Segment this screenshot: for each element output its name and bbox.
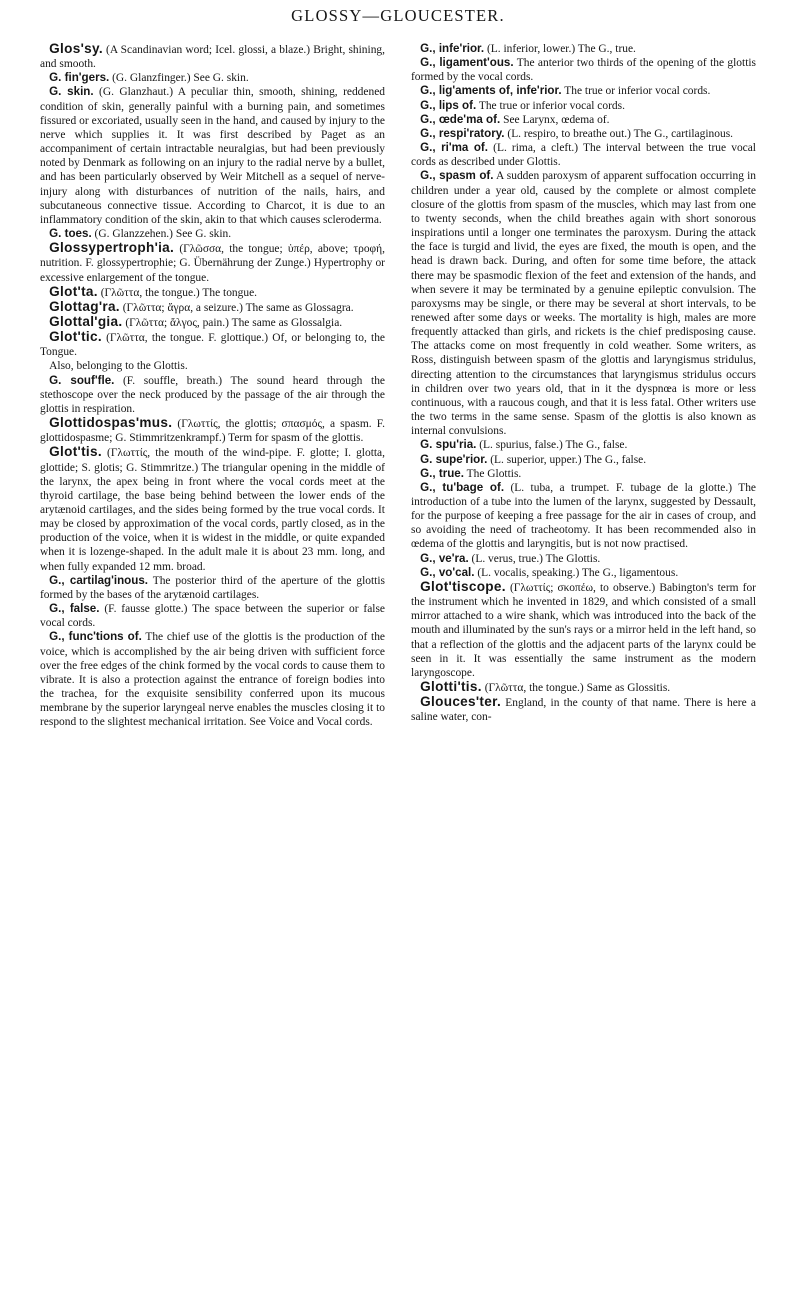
dictionary-entry (411, 141, 756, 169)
entry-headword: Glossypertroph'ia. (49, 240, 175, 256)
entry-headword: G., vo'cal. (420, 565, 475, 579)
dictionary-entry (40, 71, 385, 85)
dictionary-entry (411, 453, 756, 467)
dictionary-entry (411, 99, 756, 113)
entry-headword: G., infe'rior. (420, 42, 485, 55)
entry-headword: G., tu'bage of. (420, 480, 505, 494)
dictionary-entry (40, 359, 385, 373)
entry-text: (L. superior, upper.) The G., false. (487, 453, 647, 466)
dictionary-entry (40, 285, 385, 300)
entry-text: The true or inferior vocal cords. (561, 85, 711, 98)
entry-headword: Glot'tiscope. (420, 578, 506, 594)
dictionary-entry (40, 630, 385, 729)
entry-text: (G. Glanzhaut.) A peculiar thin, smooth, shining, reddened condition of skin, generally painful with a burning pain, and sometimes fissured or excoriated, usually seen in the hand, and caused by injury to the nerve which supplies it. It was first described by Paget as an accompaniment of certain intractable neuralgias, but had been previously noted by Denmark as following on an injury to the radial nerve by a bullet, and has been particularly observed by Weir Mitchell as a sequel of nerve-injury along with disturbances of nutrition of the nails, hairs, and subcutaneous connective tissue. According to Charcot, it is due to an inflammatory condition of the skin, akin to that which causes scleroderma. (40, 86, 385, 226)
entry-headword: G., œde'ma of. (420, 112, 501, 126)
dictionary-entry (40, 374, 385, 416)
entry-headword: G., true. (420, 466, 464, 480)
entry-text: (Γλῶσσα, the tongue; ὑπέρ, above; τροφή, nutrition. F. glossypertrophie; G. Übernährung der Zunge.) Hypertrophy or excessive enlargement of the tongue. (40, 243, 385, 284)
entry-text: (Γλῶττα; ἄγρα, a seizure.) The same as Glossagra. (119, 301, 354, 314)
entry-headword: Glottidospas'mus. (49, 415, 173, 431)
running-head: GLOSSY—GLOUCESTER. (291, 6, 505, 25)
entry-text: (Γλῶττα; ἄλγος, pain.) The same as Glossalgia. (122, 316, 343, 329)
entry-headword: G. souf'fle. (49, 373, 115, 387)
dictionary-entry (40, 300, 385, 315)
entry-text: Also, belonging to the Glottis. (49, 360, 188, 373)
entry-text: (F. fausse glotte.) The space between the superior or false vocal cords. (40, 603, 386, 630)
dictionary-entry (411, 127, 756, 141)
columns (40, 42, 756, 730)
entry-text: (L. inferior, lower.) The G., true. (484, 43, 636, 55)
entry-text: (L. vocalis, speaking.) The G., ligamentous. (474, 566, 679, 579)
dictionary-entry (411, 481, 756, 552)
left-column (40, 42, 385, 730)
entry-text: (A Scandinavian word; Icel. glossi, a blaze.) Bright, shining, and smooth. (40, 44, 385, 71)
entry-text: See Larynx, œdema of. (500, 113, 610, 126)
dictionary-entry (40, 416, 385, 445)
entry-headword: G., func'tions of. (49, 630, 142, 644)
entry-headword: G., ri'ma of. (420, 141, 489, 155)
entry-text: (L. rima, a cleft.) The interval between the true vocal cords as described under Glottis. (411, 142, 756, 169)
entry-text: (G. Glanzzehen.) See G. skin. (91, 228, 232, 241)
entry-headword: G. spu'ria. (420, 438, 477, 452)
entry-text: (L. respiro, to breathe out.) The G., cartilaginous. (504, 127, 734, 140)
entry-headword: Glottag'ra. (49, 298, 120, 314)
dictionary-entry (40, 330, 385, 359)
entry-text: (L. verus, true.) The Glottis. (468, 552, 601, 565)
entry-headword: G., lig'aments of, infe'rior. (420, 84, 562, 98)
entry-headword: G. toes. (49, 227, 92, 241)
entry-text: The anterior two thirds of the opening of the glottis formed by the vocal cords. (411, 57, 756, 84)
entry-text: (Γλωττίς; σκοπέω, to observe.) Babington's term for the instrument which he invented in 1829, and which consisted of a small mirror attached to a wire shank, which was introduced into the back of the mouth and illuminated by the sun's rays or a mirror held in the left hand, so that a reflection of the glottis and the adjacent parts of the larynx could be seen in it. It was essentially the same instrument as the modern laryngoscope. (411, 581, 756, 679)
dictionary-entry (40, 315, 385, 330)
entry-headword: Glot'tic. (49, 329, 102, 345)
dictionary-entry (411, 695, 756, 724)
entry-headword: Glot'tis. (49, 444, 102, 460)
dictionary-entry (411, 169, 756, 438)
dictionary-entry (40, 227, 385, 241)
entry-text: (Γλῶττα, the tongue.) The tongue. (97, 286, 258, 299)
entry-text: (Γλῶττα, the tongue. F. glottique.) Of, or belonging to, the Tongue. (40, 332, 385, 359)
dictionary-entry (411, 84, 756, 98)
right-column (411, 42, 756, 730)
dictionary-entry (411, 113, 756, 127)
entry-text: (Γλῶττα, the tongue.) Same as Glossitis. (481, 682, 671, 695)
entry-headword: Glos'sy. (49, 41, 103, 56)
entry-text: (G. Glanzfinger.) See G. skin. (109, 72, 249, 85)
dictionary-entry (411, 467, 756, 481)
dictionary-entry (40, 445, 385, 573)
dictionary-entry (411, 552, 756, 566)
dictionary-entry (411, 580, 756, 680)
dictionary-entry (40, 241, 385, 284)
entry-text: (L. spurius, false.) The G., false. (476, 439, 628, 452)
dictionary-entry (411, 566, 756, 580)
entry-headword: Glouces'ter. (420, 694, 502, 710)
entry-headword: G., ve'ra. (420, 551, 469, 565)
entry-text: The Glottis. (463, 467, 522, 480)
entry-text: England, in the county of that name. There is here a saline water, con- (411, 697, 756, 724)
entry-headword: Glot'ta. (49, 283, 98, 299)
entry-headword: G. skin. (49, 85, 94, 99)
entry-headword: G. fin'gers. (49, 71, 110, 85)
entry-text: The true or inferior vocal cords. (476, 99, 625, 112)
entry-text: The posterior third of the aperture of the glottis formed by the bases of the arytænoid cartilages. (40, 574, 385, 601)
dictionary-entry (411, 680, 756, 695)
entry-text: (Γλωττίς, the mouth of the wind-pipe. F. glotte; I. glotta, glottide; S. glotis; G. Stimmritze.) The triangular opening in the middle of the larynx, the apex being in front where the vocal cords meet at the thyroid cartilage, the base being behind between the lower ends of the arytænoid cartilages, and the sides being formed by the true vocal cords. It may be closed by approximation of the vocal cords, partly closed, as in the production of the voice, when it is widest in the middle, or quite expanded when it is lozenge-shaped. In the adult male it is about 23 mm. long, and when fully expanded 12 mm. broad. (40, 447, 385, 573)
entry-headword: G., respi'ratory. (420, 126, 505, 140)
dictionary-entry (40, 85, 385, 227)
entry-text: The chief use of the glottis is the production of the voice, which is accomplished by the air being driven with sufficient force over the free edges of the chink formed by the vocal cords to cause them to vibrate. It is also a protection against the entrance of foreign bodies into the trachea, for the exquisite sensibility conferred upon its mucous membrane by the superior laryngeal nerve enables the muscles closing it to respond to the slightest mechanical irritation. See Voice and Vocal cords. (40, 631, 385, 729)
entry-headword: Glottal'gia. (49, 313, 123, 329)
dictionary-entry (40, 602, 385, 630)
entry-text: (Γλωττίς, the glottis; σπασμός, a spasm. F. glottidospasme; G. Stimmritzenkrampf.) Term for spasm of the glottis. (40, 418, 385, 445)
dictionary-entry (411, 438, 756, 452)
entry-headword: Glotti'tis. (420, 679, 482, 695)
entry-headword: G., spasm of. (420, 169, 494, 183)
dictionary-entry (40, 42, 385, 71)
entry-headword: G. supe'rior. (420, 452, 488, 466)
entry-headword: G., ligament'ous. (420, 56, 514, 70)
entry-headword: G., false. (49, 602, 100, 616)
entry-text: (F. souffle, breath.) The sound heard through the stethoscope over the neck produced by the passage of the air through the glottis in respiration. (40, 374, 385, 415)
entry-text: (L. tuba, a trumpet. F. tubage de la glotte.) The introduction of a tube into the lumen of the larynx, suggested by Dessault, for the purpose of keeping a free passage for the air in cases of croup, and so avoiding the need of tracheotomy. It has been recommended also in œdema of the glottis and laryngitis, but is not now practised. (411, 481, 756, 551)
dictionary-entry (411, 42, 756, 56)
entry-headword: G., lips of. (420, 98, 477, 112)
entry-text: A sudden paroxysm of apparent suffocation occurring in children under a year old, caused by the complete or almost complete closure of the glottis from spasm of the muscles, which may last from one to twenty seconds, when the child breathes again with short sonorous inspirations until a longer one terminates the paroxysm. During the attack the face is turgid and livid, the eyes are fixed, the mouth is open, and the head is drawn back. During, and often for some time before, the attack there may be spasmodic flexion of the feet and extension of the hands, and when severe it may be terminated by a genuine epileptic convulsion. The paroxysms may be single, or there may be several at short intervals, to be renewed after some days or weeks. The mortality is high, males are more frequently attacked than girls, and rickets is the chief predisposing cause. The attacks come on most frequently in cold weather. Some writers, as Ross, distinguish between spasm of the glottis and laryngismus stridulus, directing attention to the circumstances that laryngismus stridulus occurs in children over two years old, that in it the dyspnœa is more or less continuous, with a raucous cough, and that it is less fatal. Other writers use the two terms in the same sense. Spasm of the glottis is also known as internal convulsions. (411, 170, 756, 438)
dictionary-entry (40, 574, 385, 602)
entry-headword: G., cartilag'inous. (49, 573, 149, 587)
dictionary-entry (411, 56, 756, 84)
